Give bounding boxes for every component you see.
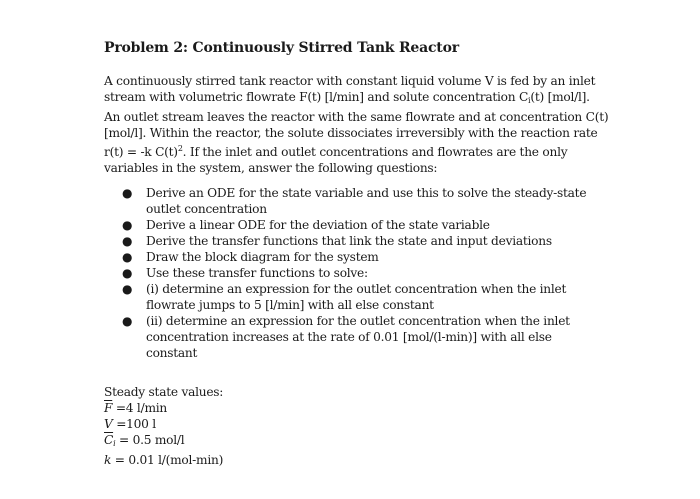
bullet-icon: ● [122, 250, 133, 264]
paragraph-line: stream with volumetric flowrate F(t) [l/min] and solute concentration $C_i(t)$ [mol/l]. [104, 90, 590, 105]
list-item: ● Derive the transfer functions that link the state and input deviations [122, 234, 552, 248]
steady-state-heading: Steady state values: [104, 385, 224, 399]
problem-title: Problem 2: Continuously Stirred Tank Reactor [104, 40, 459, 56]
paragraph-line: variables in the system, answer the following questions: [104, 161, 438, 175]
paragraph-line: r(t) = -k $C(t)^2$. If the inlet and outlet concentrations and flowrates are the only [104, 144, 568, 159]
list-item: ● Draw the block diagram for the system [122, 250, 379, 264]
list-item: ● Use these transfer functions to solve: [122, 266, 368, 280]
paragraph-line: An outlet stream leaves the reactor with the same flowrate and at concentration C(t) [104, 110, 609, 124]
steady-state-F: $\overline{F} =4$ l/min [104, 401, 167, 415]
paragraph-line: [mol/l]. Within the reactor, the solute dissociates irreversibly with the reaction rate [104, 126, 598, 140]
question-list [104, 185, 604, 361]
steady-state-k: k = 0.01 l/(mol-min) [104, 453, 224, 467]
bullet-icon: ● [122, 234, 133, 248]
list-item: ● (i) determine an expression for the outlet concentration when the inlet flowrate jumps to 5 [l/min] with all else constant [122, 282, 567, 312]
bullet-icon: ● [122, 218, 133, 232]
bullet-icon: ● [122, 266, 133, 280]
list-item: ● Derive an ODE for the state variable and use this to solve the steady-state outlet concentration [122, 186, 587, 216]
bullet-icon: ● [122, 314, 133, 328]
bullet-icon: ● [122, 186, 133, 200]
steady-state-Ci: $\overline{C}_i = 0.5$ mol/l [104, 433, 185, 448]
problem-statement [104, 73, 609, 176]
bullet-icon: ● [122, 282, 133, 296]
steady-state-V: V =100 l [104, 417, 156, 431]
paragraph-line: A continuously stirred tank reactor with constant liquid volume V is fed by an inlet [104, 74, 596, 88]
list-item: ● (ii) determine an expression for the outlet concentration when the inlet concentration increases at the rate of 0.01 [mol/(l-min)] with all else constant [122, 314, 570, 360]
steady-state-values [104, 384, 223, 468]
list-item: ● Derive a linear ODE for the deviation of the state variable [122, 218, 490, 232]
